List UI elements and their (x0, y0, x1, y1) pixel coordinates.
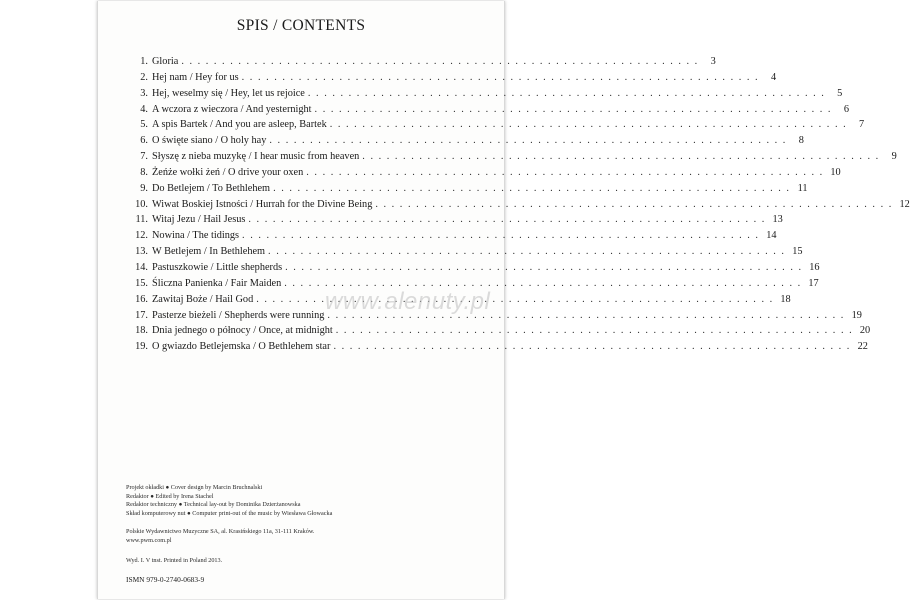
toc-dot-leader (375, 197, 892, 213)
toc-entry (126, 133, 804, 149)
toc-entry (126, 292, 791, 308)
toc-entry-title: A wczora z wieczora / And yesternight (152, 103, 312, 115)
watermark: www.alenuty.pl (325, 288, 491, 315)
toc-dot-leader (330, 117, 847, 133)
credit-line: Skład komputerowy nut ● Computer print-out of the music by Wiesława Głowacka (126, 509, 333, 517)
publisher-website: www.pwm.com.pl (126, 536, 172, 544)
toc-entry-number: 4. (140, 103, 148, 115)
toc-entry-page: 20 (859, 325, 871, 337)
toc-entry-title: Gloria (152, 56, 179, 67)
toc-entry (126, 86, 843, 102)
toc-entry-page: 19 (851, 309, 862, 321)
toc-entry-page: 8 (798, 135, 804, 147)
toc-entry-page: 22 (857, 341, 868, 353)
toc-entry (126, 323, 871, 339)
toc-entry-number: 5. (140, 119, 148, 131)
toc-entry-page: 5 (837, 87, 843, 99)
toc-entry (126, 70, 777, 86)
toc-dot-leader (308, 86, 825, 102)
toc-dot-leader (306, 165, 823, 181)
toc-entry (126, 276, 819, 292)
toc-entry-title: W Betlejem / In Bethlehem (152, 246, 266, 258)
toc-entry-number: 17. (135, 309, 148, 321)
toc-entry (126, 117, 865, 133)
toc-entry-page: 18 (780, 293, 791, 305)
toc-entry-number: 8. (140, 166, 148, 178)
toc-dot-leader (284, 276, 801, 292)
toc-entry-number: 13. (135, 246, 148, 258)
credit-line: Redaktor techniczny ● Technical lay-out by Dominika Dzierżanowska (126, 501, 301, 508)
toc-dot-leader (242, 70, 759, 86)
credits-block (126, 484, 486, 518)
toc-entry-title: Pastuszkowie / Little shepherds (152, 261, 283, 273)
toc-entry (126, 260, 820, 276)
toc-entry-page: 7 (859, 119, 865, 131)
table-of-contents (126, 54, 910, 355)
toc-entry (126, 165, 841, 181)
toc-entry-number: 2. (140, 71, 148, 83)
toc-entry-number: 7. (140, 151, 148, 163)
toc-dot-leader (181, 54, 698, 70)
toc-entry-title: Do Betlejem / To Bethlehem (152, 182, 271, 194)
toc-entry-title: Witaj Jezu / Hail Jesus (152, 214, 246, 226)
toc-entry-number: 15. (135, 277, 148, 289)
toc-entry-page: 11 (797, 182, 808, 194)
toc-entry-title: O gwiazdo Betlejemska / O Bethlehem star (152, 341, 331, 353)
toc-entry-title: Słyszę z nieba muzykę / I hear music from heaven (152, 151, 360, 163)
toc-entry-number: 11. (135, 214, 148, 226)
toc-dot-leader (315, 102, 832, 118)
toc-entry-page: 3 (710, 56, 716, 67)
toc-entry-number: 6. (140, 135, 148, 147)
toc-entry (126, 197, 910, 213)
toc-entry-title: Żeńże wołki żeń / O drive your oxen (152, 166, 304, 178)
page-title: SPIS / CONTENTS (236, 17, 366, 34)
toc-entry (126, 149, 897, 165)
toc-entry-number: 18. (135, 325, 148, 337)
toc-entry-page: 6 (843, 103, 849, 115)
toc-entry-page: 17 (808, 277, 819, 289)
toc-entry (126, 212, 783, 228)
toc-entry-page: 10 (830, 166, 841, 178)
toc-dot-leader (362, 149, 879, 165)
toc-entry (126, 339, 868, 355)
document-page (97, 1, 910, 599)
toc-dot-leader (248, 212, 765, 228)
toc-entry-number: 10. (135, 198, 148, 210)
ismn-number: ISMN 979-0-2740-0683-9 (126, 575, 205, 584)
toc-entry (126, 244, 803, 260)
toc-entry (126, 308, 862, 324)
toc-dot-leader (336, 323, 853, 339)
toc-entry-title: Nowina / The tidings (152, 230, 240, 242)
toc-entry-page: 16 (809, 261, 820, 273)
publisher-address: Polskie Wydawnictwo Muzyczne SA, al. Krasińskiego 11a, 31-111 Kraków. (126, 528, 315, 535)
publisher-block (126, 528, 486, 545)
toc-entry-page: 13 (772, 214, 783, 226)
toc-entry-title: Hej nam / Hey for us (152, 71, 239, 83)
toc-entry-title: Zawitaj Boże / Hail God (152, 293, 254, 305)
credit-line: Redaktor ● Edited by Irena Stachel (126, 492, 214, 500)
toc-dot-leader (268, 244, 785, 260)
toc-entry (126, 228, 777, 244)
toc-entry-title: O święte siano / O holy hay (152, 135, 267, 147)
toc-dot-leader (256, 292, 773, 308)
toc-dot-leader (285, 260, 802, 276)
toc-entry-number: 14. (135, 261, 148, 273)
toc-dot-leader (242, 228, 759, 244)
toc-dot-leader (333, 339, 850, 355)
toc-entry-number: 3. (140, 87, 148, 99)
toc-entry-title: Dnia jednego o północy / Once, at midnight (152, 325, 333, 337)
toc-entry-title: Śliczna Panienka / Fair Maiden (152, 277, 282, 289)
toc-entry-number: 19. (135, 341, 148, 353)
toc-dot-leader (269, 133, 786, 149)
toc-entry-title: Wiwat Boskiej Istności / Hurrah for the Divine Being (152, 198, 373, 210)
toc-entry-number: 12. (135, 230, 148, 242)
toc-entry-page: 12 (899, 198, 910, 210)
toc-entry-title: A spis Bartek / And you are asleep, Bartek (152, 119, 327, 131)
toc-entry (126, 102, 849, 118)
toc-dot-leader (327, 308, 844, 324)
toc-entry-page: 4 (770, 71, 777, 83)
toc-entry-number: 16. (135, 293, 148, 305)
toc-entry-page: 9 (891, 151, 897, 163)
toc-entry-page: 14 (766, 230, 777, 242)
toc-entry-number: 9. (140, 182, 148, 194)
toc-dot-leader (273, 181, 790, 197)
toc-entry-number: 1. (140, 56, 148, 67)
toc-entry-title: Hej, weselmy się / Hey, let us rejoice (152, 87, 305, 99)
toc-entry (126, 54, 716, 70)
toc-entry (126, 181, 808, 197)
edition-note: Wyd. I. V tnst. Printed in Poland 2013. (126, 557, 223, 564)
toc-entry-title: Pasterze bieżeli / Shepherds were running (152, 309, 325, 321)
toc-entry-page: 15 (792, 246, 803, 258)
credit-line: Projekt okładki ● Cover design by Marcin Bruchnalski (126, 484, 263, 491)
